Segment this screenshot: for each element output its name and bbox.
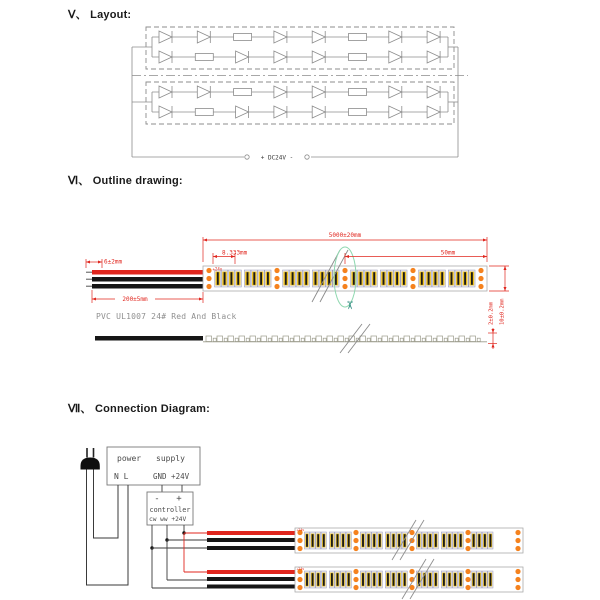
solder-pad	[409, 569, 414, 574]
plug-body	[81, 458, 100, 470]
led-diode-symbol	[274, 86, 287, 98]
led-diode-symbol	[389, 51, 402, 63]
wire-spec-text: PVC UL1007 24# Red And Black	[96, 312, 237, 321]
pad-voltage-label: +24v	[296, 567, 305, 571]
solder-pad	[274, 268, 279, 273]
solder-pad	[297, 538, 302, 543]
solder-pad	[465, 530, 470, 535]
terminal-dot	[245, 155, 249, 159]
terminal-dot	[305, 155, 309, 159]
led-diode-symbol	[389, 106, 402, 118]
led-diode-symbol	[197, 31, 210, 43]
pad-voltage-label: +24v	[212, 266, 223, 272]
led-diode-symbol	[427, 86, 440, 98]
supply-bus-lines	[132, 47, 468, 162]
solder-pad	[465, 585, 470, 590]
solder-pad	[206, 284, 211, 289]
led-strip	[203, 266, 487, 291]
black-wire	[207, 538, 295, 542]
resistor-symbol	[195, 54, 213, 61]
solder-pad	[342, 276, 347, 281]
dim-strip-thickness: 2±0.2mm	[488, 301, 495, 325]
controller-outputs-label: cw ww +24V	[149, 516, 187, 523]
led-diode-symbol	[389, 86, 402, 98]
solder-pad	[342, 268, 347, 273]
dc24v-label: + DC24V -	[260, 154, 294, 162]
solder-pad	[353, 585, 358, 590]
power-supply-box	[107, 447, 200, 485]
led-diode-symbol	[274, 51, 287, 63]
resistor-symbol	[234, 34, 252, 41]
dim-wire-length: 200±5mm	[122, 296, 148, 303]
led-diode-symbol	[427, 106, 440, 118]
output-wiring	[150, 525, 207, 588]
pad-voltage-label: +24v	[296, 528, 305, 532]
black-wire	[207, 585, 295, 589]
power-label: power	[117, 454, 142, 463]
led-diode-symbol	[389, 31, 402, 43]
section-vii-heading: Ⅶ、 Connection Diagram:	[68, 403, 211, 415]
solder-pad	[297, 577, 302, 582]
solder-pad	[342, 284, 347, 289]
section-v-heading: Ⅴ、 Layout:	[68, 9, 132, 21]
black-wire	[207, 546, 295, 550]
outline-drawing	[0, 210, 600, 370]
dim-tinned-end: 6±2mm	[104, 258, 123, 266]
led-diode-symbol	[159, 31, 172, 43]
solder-pad	[206, 268, 211, 273]
solder-pad	[410, 276, 415, 281]
black-wire	[95, 336, 203, 341]
led-diode-symbol	[312, 86, 325, 98]
supply-label: supply	[156, 454, 185, 463]
solder-pad	[478, 284, 483, 289]
red-wire	[207, 531, 295, 535]
resistor-symbol	[349, 109, 367, 116]
solder-pad	[353, 530, 358, 535]
scissors-icon: ✂	[341, 300, 359, 310]
resistor-symbol	[349, 34, 367, 41]
strip-assembly	[207, 570, 295, 589]
led-diode-symbol	[312, 51, 325, 63]
solder-pad	[515, 546, 520, 551]
solder-pad	[353, 577, 358, 582]
solder-pad	[409, 546, 414, 551]
strip-section-box	[132, 27, 458, 69]
solder-pad	[515, 585, 520, 590]
dim-cut-unit: 50mm	[440, 249, 456, 257]
solder-pad	[515, 577, 520, 582]
led-diode-symbol	[159, 106, 172, 118]
led-diode-symbol	[159, 86, 172, 98]
strip-assembly	[207, 531, 295, 550]
solder-pad	[465, 538, 470, 543]
dim-overall-length: 5000±20mm	[328, 232, 362, 239]
solder-pad	[515, 569, 520, 574]
led-diode-symbol	[236, 51, 249, 63]
plus-terminal-label: +	[176, 494, 182, 504]
led-diode-symbol	[236, 106, 249, 118]
solder-pad	[465, 546, 470, 551]
red-wire	[207, 570, 295, 574]
gnd-24v-terminals-label: GND +24V	[153, 472, 190, 481]
lead-wires	[86, 270, 203, 289]
led-diode-symbol	[427, 51, 440, 63]
solder-pad	[297, 546, 302, 551]
dim-led-pitch: 8.333mm	[222, 249, 248, 257]
solder-pad	[465, 577, 470, 582]
solder-pad	[515, 530, 520, 535]
solder-pad	[478, 268, 483, 273]
solder-pad	[465, 569, 470, 574]
black-wire	[207, 577, 295, 581]
solder-pad	[274, 284, 279, 289]
resistor-symbol	[349, 54, 367, 61]
solder-pad	[409, 530, 414, 535]
resistor-symbol	[195, 109, 213, 116]
led-diode-symbol	[427, 31, 440, 43]
nl-terminals-label: N L	[114, 472, 129, 481]
solder-pad	[353, 569, 358, 574]
solder-pad	[410, 268, 415, 273]
section-vi-heading: Ⅵ、 Outline drawing:	[68, 175, 183, 187]
solder-pad	[410, 284, 415, 289]
solder-pad	[478, 276, 483, 281]
led-diode-symbol	[274, 106, 287, 118]
led-diode-symbol	[159, 51, 172, 63]
solder-pad	[353, 546, 358, 551]
solder-pad	[297, 585, 302, 590]
led-diode-symbol	[197, 86, 210, 98]
layout-circuit-diagram	[0, 18, 600, 168]
black-wire	[92, 277, 203, 282]
led-diode-symbol	[312, 31, 325, 43]
solder-pad	[206, 276, 211, 281]
led-diode-symbol	[274, 31, 287, 43]
red-wire	[92, 270, 203, 275]
strip-side-view	[95, 324, 487, 353]
led-strip	[295, 567, 523, 592]
resistor-symbol	[234, 89, 252, 96]
solder-pad	[274, 276, 279, 281]
strip-section-box	[132, 82, 458, 124]
solder-pad	[353, 538, 358, 543]
black-wire	[92, 284, 203, 289]
controller-label: controller	[149, 506, 191, 514]
resistor-symbol	[349, 89, 367, 96]
controller-box	[147, 485, 193, 525]
minus-terminal-label: -	[154, 494, 160, 504]
solder-pad	[515, 538, 520, 543]
led-diode-symbol	[312, 106, 325, 118]
connection-diagram	[0, 440, 600, 600]
dim-strip-width: 10±0.2mm	[499, 298, 506, 325]
